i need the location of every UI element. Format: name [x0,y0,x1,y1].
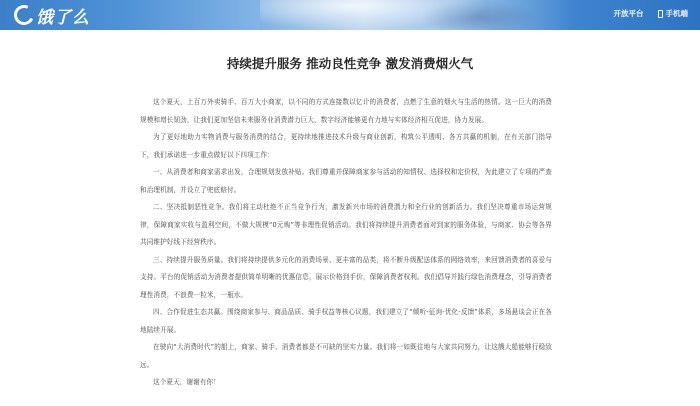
paragraph-commitment: 为了更好地助力实物消费与服务消费的结合，更持续地推进技术升级与商业创新，构筑公平透明、各方共赢的机制，在有关部门指导下，我们承诺进一步重点做好以下四项工作： [140,133,552,159]
paragraph-closing: 在驶向“大消费时代”的船上，商家、骑手、消费者都是不可缺的坚实力量。我们将一如既往地与大家共同努力，让这艘大船能够行稳致远。 [140,343,552,369]
eleme-logo[interactable] [14,4,90,26]
paragraph-thanks: 这个夏天，谢谢有你！ [153,378,220,386]
paragraph-point-3: 三、持续提升服务质量。我们将持续提供多元化的消费场景、更丰富的品类，将不断升级配送体系的网络效率，来回馈消费者的喜爱与支持。平台的促销活动为消费者提供简单明晰的优惠信息，展示价格到手价，保障消费者权利。我们倡导并践行绿色消费理念，引导消费者理性消费，不浪费一粒米，一瓶水。 [140,255,552,299]
nav-mobile[interactable] [658,8,689,19]
paragraph-point-2: 二、坚决抵制恶性竞争。我们将主动杜绝不正当竞争行为，激发新兴市场的消费潜力和全行业的创新活力。我们坚决尊重市场运营规律，保障商家实收与盈利空间，不做大规模“0元购”等非理性促销活动。我们将持续提升消费者面对到家的服务体验，与商家、协会等各界共同维护好线下经营秩序。 [140,203,552,246]
logo-e-icon [11,2,37,28]
top-banner [0,0,700,30]
phone-icon [658,10,663,18]
logo-text: 饿了么 [36,7,90,28]
nav-open-platform[interactable] [614,8,644,19]
paragraph-point-1: 一、从消费者和商家需求出发，合理规划发放补贴。我们尊重并保障商家参与活动的知情权、选择权和定价权，为此建立了专项的严查和治理机制，并设立了兜底赔付。 [140,168,552,194]
paragraph-intro: 这个夏天，上百万外卖骑手、百万大小商家，以不同的方式连接数以亿计的消费者，点燃了生意的烟火与生活的热情。这一巨大的消费规模和增长韧劲，让我们更加坚信未来服务业消费潜力巨大，数字经济能够更有力地与实体经济相互促进，协力发展。 [140,98,552,124]
top-nav [614,8,689,19]
banner-shadow [420,0,540,30]
nav-mobile-label: 手机端 [665,9,688,18]
paragraph-point-4: 四、合作促进生态共赢。围绕商家参与、商品品质、骑手权益等核心议题，我们建立了“倾听-征询-优化-反馈”体系，多场悬谈会正在各地陆续开展。 [140,308,552,334]
nav-open-platform-label: 开放平台 [613,9,644,18]
article-title: 持续提升服务 推动良性竞争 激发消费烟火气 [226,56,474,71]
article-body [140,94,552,392]
